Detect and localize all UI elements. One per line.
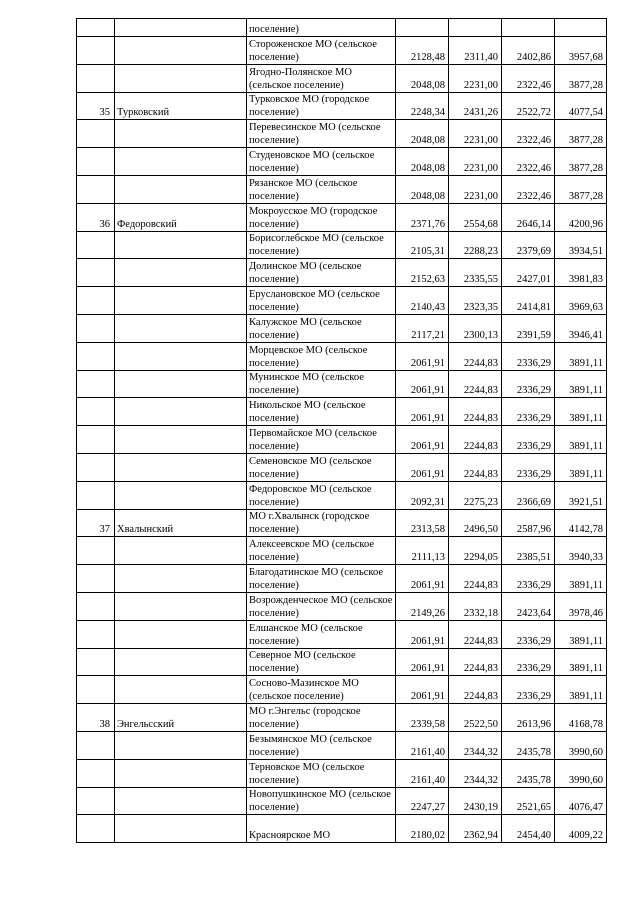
municipality-cell: Турковское МО (городское поселение) (247, 92, 396, 120)
value-cell-2: 2300,13 (449, 314, 502, 342)
table-row (77, 592, 607, 620)
row-number-cell (77, 175, 115, 203)
table-row (77, 148, 607, 176)
district-cell (115, 175, 247, 203)
value-cell-4: 3990,60 (555, 759, 607, 787)
municipality-cell: Стороженское МО (сельское поселение) (247, 37, 396, 65)
row-number-cell (77, 815, 115, 843)
row-number-cell (77, 370, 115, 398)
value-cell-1: 2061,91 (396, 648, 449, 676)
table-row (77, 759, 607, 787)
row-number-cell (77, 481, 115, 509)
value-cell-2: 2288,23 (449, 231, 502, 259)
value-cell-1: 2371,76 (396, 203, 449, 231)
district-cell (115, 759, 247, 787)
value-cell-2: 2362,94 (449, 815, 502, 843)
value-cell-2: 2244,83 (449, 565, 502, 593)
value-cell-1: 2061,91 (396, 426, 449, 454)
municipality-cell: Борисоглебское МО (сельское поселение) (247, 231, 396, 259)
value-cell-2: 2496,50 (449, 509, 502, 537)
table-row (77, 704, 607, 732)
district-cell (115, 287, 247, 315)
value-cell-2: 2344,32 (449, 759, 502, 787)
value-cell-4: 3978,46 (555, 592, 607, 620)
value-cell-1: 2061,91 (396, 453, 449, 481)
district-cell (115, 731, 247, 759)
row-number-cell (77, 314, 115, 342)
row-number-cell (77, 731, 115, 759)
value-cell-3: 2379,69 (502, 231, 555, 259)
value-cell-4: 4077,54 (555, 92, 607, 120)
value-cell-3: 2391,59 (502, 314, 555, 342)
table-row (77, 37, 607, 65)
district-cell (115, 787, 247, 815)
district-cell (115, 648, 247, 676)
value-cell-2: 2231,00 (449, 120, 502, 148)
row-number-cell: 36 (77, 203, 115, 231)
table-row (77, 398, 607, 426)
district-cell (115, 19, 247, 37)
value-cell-4: 3877,28 (555, 175, 607, 203)
district-cell (115, 120, 247, 148)
municipality-cell: Студеновское МО (сельское поселение) (247, 148, 396, 176)
value-cell-1: 2128,48 (396, 37, 449, 65)
value-cell-1: 2161,40 (396, 759, 449, 787)
district-cell (115, 314, 247, 342)
value-cell-4: 3946,41 (555, 314, 607, 342)
table-row (77, 175, 607, 203)
municipality-cell: МО г.Энгельс (городское поселение) (247, 704, 396, 732)
value-cell-1: 2247,27 (396, 787, 449, 815)
table-row (77, 64, 607, 92)
value-cell-2: 2275,23 (449, 481, 502, 509)
value-cell-3: 2336,29 (502, 398, 555, 426)
value-cell-2: 2522,50 (449, 704, 502, 732)
value-cell-1: 2048,08 (396, 64, 449, 92)
municipality-cell: Сосново-Мазинское МО (сельское поселение) (247, 676, 396, 704)
value-cell-4: 3891,11 (555, 648, 607, 676)
value-cell-2: 2344,32 (449, 731, 502, 759)
value-cell-1: 2061,91 (396, 676, 449, 704)
value-cell-3: 2336,29 (502, 453, 555, 481)
value-cell-2: 2244,83 (449, 370, 502, 398)
value-cell-4: 3940,33 (555, 537, 607, 565)
value-cell-3: 2322,46 (502, 120, 555, 148)
row-number-cell (77, 537, 115, 565)
value-cell-3: 2435,78 (502, 759, 555, 787)
value-cell-1: 2248,34 (396, 92, 449, 120)
row-number-cell (77, 64, 115, 92)
municipality-cell: Новопушкинское МО (сельское поселение) (247, 787, 396, 815)
value-cell-3: 2435,78 (502, 731, 555, 759)
district-cell (115, 592, 247, 620)
district-cell (115, 537, 247, 565)
row-number-cell (77, 426, 115, 454)
district-cell (115, 398, 247, 426)
value-cell-3: 2336,29 (502, 565, 555, 593)
value-cell-3: 2336,29 (502, 426, 555, 454)
district-cell (115, 259, 247, 287)
row-number-cell (77, 592, 115, 620)
table-row (77, 731, 607, 759)
municipality-cell: Красноярское МО (247, 815, 396, 843)
value-cell-2: 2323,35 (449, 287, 502, 315)
value-cell-2: 2244,83 (449, 620, 502, 648)
value-cell-3: 2522,72 (502, 92, 555, 120)
value-cell-3 (502, 19, 555, 37)
municipality-cell: Мунинское МО (сельское поселение) (247, 370, 396, 398)
municipality-cell: Елшанское МО (сельское поселение) (247, 620, 396, 648)
value-cell-3: 2454,40 (502, 815, 555, 843)
value-cell-1: 2149,26 (396, 592, 449, 620)
value-cell-1: 2092,31 (396, 481, 449, 509)
value-cell-4: 3891,11 (555, 620, 607, 648)
value-cell-4: 3921,51 (555, 481, 607, 509)
table-row (77, 259, 607, 287)
municipality-cell: Федоровское МО (сельское поселение) (247, 481, 396, 509)
value-cell-2: 2431,26 (449, 92, 502, 120)
row-number-cell (77, 453, 115, 481)
value-cell-2: 2244,83 (449, 398, 502, 426)
municipality-cell: Рязанское МО (сельское поселение) (247, 175, 396, 203)
value-cell-1: 2061,91 (396, 565, 449, 593)
district-cell (115, 676, 247, 704)
row-number-cell (77, 120, 115, 148)
value-cell-3: 2587,96 (502, 509, 555, 537)
district-cell: Турковский (115, 92, 247, 120)
municipality-cell: Еруслановское МО (сельское поселение) (247, 287, 396, 315)
table-row (77, 509, 607, 537)
value-cell-1: 2339,58 (396, 704, 449, 732)
value-cell-3: 2414,81 (502, 287, 555, 315)
district-cell (115, 453, 247, 481)
table-row (77, 370, 607, 398)
municipality-cell: Благодатинское МО (сельское поселение) (247, 565, 396, 593)
row-number-cell (77, 759, 115, 787)
table-row (77, 120, 607, 148)
value-cell-4: 3891,11 (555, 676, 607, 704)
tariff-table (76, 18, 607, 843)
value-cell-1: 2140,43 (396, 287, 449, 315)
value-cell-4: 3934,51 (555, 231, 607, 259)
value-cell-1: 2061,91 (396, 398, 449, 426)
district-cell: Энгельсский (115, 704, 247, 732)
municipality-cell: Морцевское МО (сельское поселение) (247, 342, 396, 370)
district-cell: Хвалынский (115, 509, 247, 537)
value-cell-1: 2061,91 (396, 370, 449, 398)
row-number-cell (77, 787, 115, 815)
value-cell-4: 4168,78 (555, 704, 607, 732)
value-cell-4: 3969,63 (555, 287, 607, 315)
district-cell (115, 426, 247, 454)
table-row (77, 19, 607, 37)
table-row (77, 203, 607, 231)
value-cell-3: 2427,01 (502, 259, 555, 287)
municipality-cell: Возрожденческое МО (сельское поселение) (247, 592, 396, 620)
municipality-cell: МО г.Хвалынск (городское поселение) (247, 509, 396, 537)
district-cell (115, 370, 247, 398)
district-cell (115, 565, 247, 593)
value-cell-4: 3891,11 (555, 453, 607, 481)
value-cell-1: 2111,13 (396, 537, 449, 565)
row-number-cell (77, 231, 115, 259)
table-row (77, 342, 607, 370)
value-cell-1: 2061,91 (396, 620, 449, 648)
value-cell-4: 4076,47 (555, 787, 607, 815)
table-row (77, 648, 607, 676)
municipality-cell: Первомайское МО (сельское поселение) (247, 426, 396, 454)
value-cell-1: 2313,58 (396, 509, 449, 537)
table-row (77, 565, 607, 593)
value-cell-3: 2336,29 (502, 648, 555, 676)
value-cell-2 (449, 19, 502, 37)
value-cell-3: 2521,65 (502, 787, 555, 815)
value-cell-3: 2322,46 (502, 64, 555, 92)
table-row (77, 426, 607, 454)
row-number-cell (77, 676, 115, 704)
value-cell-4: 3877,28 (555, 64, 607, 92)
row-number-cell (77, 565, 115, 593)
value-cell-3: 2366,69 (502, 481, 555, 509)
value-cell-1: 2061,91 (396, 342, 449, 370)
row-number-cell (77, 620, 115, 648)
municipality-cell: Безымянское МО (сельское поселение) (247, 731, 396, 759)
table-row (77, 787, 607, 815)
value-cell-1: 2048,08 (396, 120, 449, 148)
value-cell-3: 2613,96 (502, 704, 555, 732)
value-cell-2: 2554,68 (449, 203, 502, 231)
value-cell-1 (396, 19, 449, 37)
district-cell (115, 64, 247, 92)
value-cell-4: 3891,11 (555, 565, 607, 593)
row-number-cell (77, 37, 115, 65)
value-cell-3: 2646,14 (502, 203, 555, 231)
table-row (77, 231, 607, 259)
row-number-cell (77, 287, 115, 315)
value-cell-2: 2231,00 (449, 175, 502, 203)
value-cell-2: 2231,00 (449, 148, 502, 176)
table-row (77, 620, 607, 648)
table-row (77, 481, 607, 509)
value-cell-2: 2311,40 (449, 37, 502, 65)
district-cell: Федоровский (115, 203, 247, 231)
value-cell-4: 3877,28 (555, 148, 607, 176)
row-number-cell (77, 342, 115, 370)
municipality-cell: Алексеевское МО (сельское поселение) (247, 537, 396, 565)
value-cell-3: 2336,29 (502, 370, 555, 398)
row-number-cell (77, 19, 115, 37)
district-cell (115, 231, 247, 259)
value-cell-2: 2332,18 (449, 592, 502, 620)
table-row (77, 537, 607, 565)
value-cell-4: 3957,68 (555, 37, 607, 65)
value-cell-3: 2336,29 (502, 620, 555, 648)
value-cell-2: 2244,83 (449, 426, 502, 454)
value-cell-3: 2385,51 (502, 537, 555, 565)
value-cell-3: 2336,29 (502, 342, 555, 370)
municipality-cell: Мокроусское МО (городское поселение) (247, 203, 396, 231)
value-cell-3: 2336,29 (502, 676, 555, 704)
row-number-cell: 37 (77, 509, 115, 537)
value-cell-2: 2335,55 (449, 259, 502, 287)
value-cell-4: 3990,60 (555, 731, 607, 759)
value-cell-1: 2105,31 (396, 231, 449, 259)
municipality-cell: Северное МО (сельское поселение) (247, 648, 396, 676)
row-number-cell: 38 (77, 704, 115, 732)
district-cell (115, 481, 247, 509)
value-cell-3: 2322,46 (502, 148, 555, 176)
district-cell (115, 37, 247, 65)
row-number-cell (77, 259, 115, 287)
row-number-cell: 35 (77, 92, 115, 120)
value-cell-4 (555, 19, 607, 37)
value-cell-1: 2048,08 (396, 148, 449, 176)
value-cell-1: 2161,40 (396, 731, 449, 759)
district-cell (115, 620, 247, 648)
value-cell-2: 2244,83 (449, 648, 502, 676)
value-cell-1: 2180,02 (396, 815, 449, 843)
value-cell-2: 2231,00 (449, 64, 502, 92)
municipality-cell: Терновское МО (сельское поселение) (247, 759, 396, 787)
value-cell-2: 2244,83 (449, 342, 502, 370)
value-cell-4: 4142,78 (555, 509, 607, 537)
table-row (77, 815, 607, 843)
value-cell-2: 2244,83 (449, 676, 502, 704)
value-cell-2: 2430,19 (449, 787, 502, 815)
table-row (77, 314, 607, 342)
municipality-cell: поселение) (247, 19, 396, 37)
row-number-cell (77, 398, 115, 426)
value-cell-3: 2423,64 (502, 592, 555, 620)
municipality-cell: Перевесинское МО (сельское поселение) (247, 120, 396, 148)
municipality-cell: Ягодно-Полянское МО (сельское поселение) (247, 64, 396, 92)
municipality-cell: Никольское МО (сельское поселение) (247, 398, 396, 426)
value-cell-4: 4200,96 (555, 203, 607, 231)
table-row (77, 676, 607, 704)
table-row (77, 92, 607, 120)
district-cell (115, 342, 247, 370)
value-cell-3: 2402,86 (502, 37, 555, 65)
value-cell-1: 2048,08 (396, 175, 449, 203)
value-cell-4: 3891,11 (555, 398, 607, 426)
value-cell-4: 3877,28 (555, 120, 607, 148)
municipality-cell: Калужское МО (сельское поселение) (247, 314, 396, 342)
table-row (77, 453, 607, 481)
value-cell-1: 2117,21 (396, 314, 449, 342)
row-number-cell (77, 148, 115, 176)
municipality-cell: Долинское МО (сельское поселение) (247, 259, 396, 287)
value-cell-4: 3891,11 (555, 370, 607, 398)
district-cell (115, 815, 247, 843)
table-row (77, 287, 607, 315)
district-cell (115, 148, 247, 176)
value-cell-4: 3981,83 (555, 259, 607, 287)
value-cell-4: 3891,11 (555, 342, 607, 370)
value-cell-1: 2152,63 (396, 259, 449, 287)
municipality-cell: Семеновское МО (сельское поселение) (247, 453, 396, 481)
value-cell-3: 2322,46 (502, 175, 555, 203)
value-cell-4: 3891,11 (555, 426, 607, 454)
value-cell-2: 2294,05 (449, 537, 502, 565)
value-cell-2: 2244,83 (449, 453, 502, 481)
row-number-cell (77, 648, 115, 676)
value-cell-4: 4009,22 (555, 815, 607, 843)
